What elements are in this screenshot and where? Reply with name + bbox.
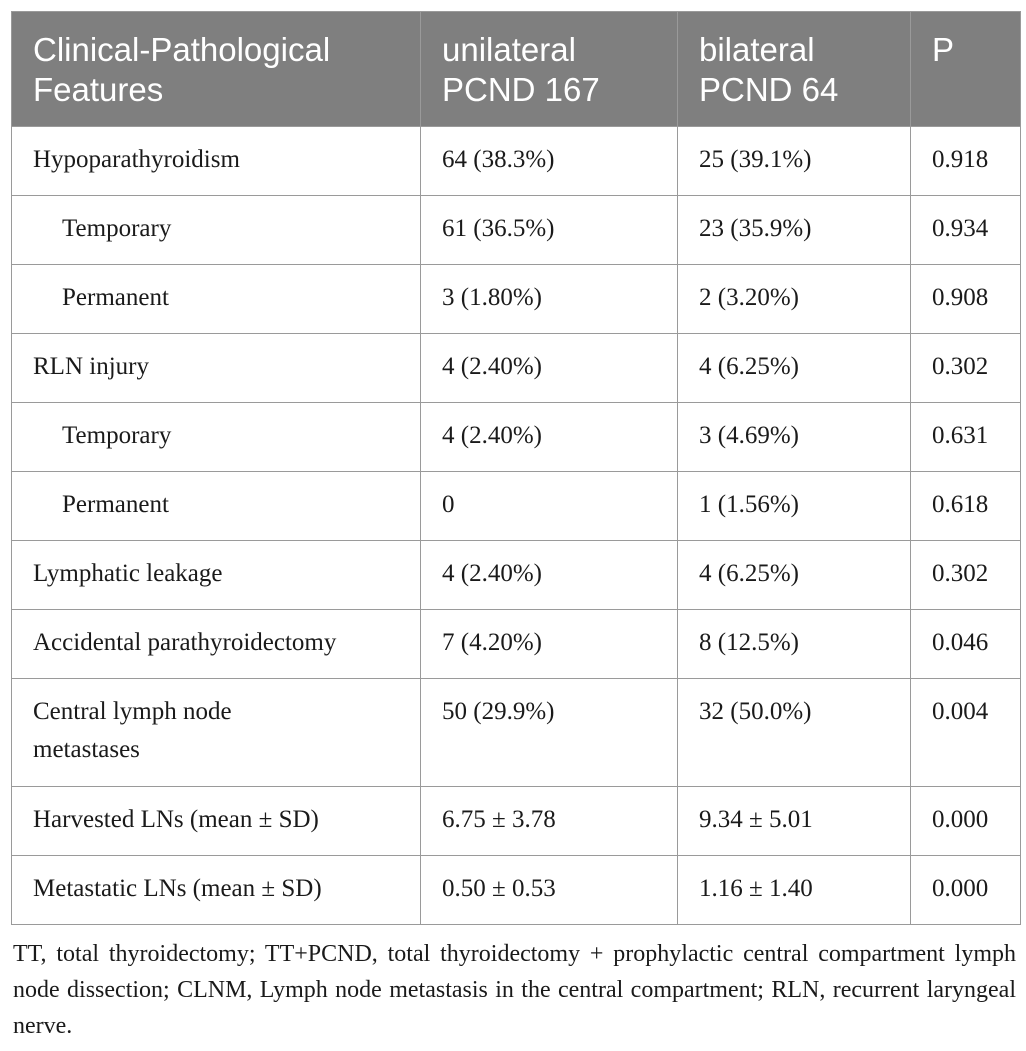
row-bilateral-value: 3 (4.69%) [678, 403, 911, 472]
row-bilateral-value: 2 (3.20%) [678, 265, 911, 334]
row-p-value: 0.618 [911, 472, 1021, 541]
row-p-value: 0.046 [911, 610, 1021, 679]
row-bilateral-value: 9.34 ± 5.01 [678, 787, 911, 856]
row-bilateral-value: 32 (50.0%) [678, 679, 911, 787]
row-p-value: 0.000 [911, 787, 1021, 856]
row-unilateral-value: 0 [421, 472, 678, 541]
row-bilateral-value: 4 (6.25%) [678, 334, 911, 403]
row-p-value: 0.918 [911, 127, 1021, 196]
header-bilateral: bilateral PCND 64 [678, 12, 911, 127]
row-feature: Central lymph node metastases [12, 679, 421, 787]
header-unilateral: unilateral PCND 167 [421, 12, 678, 127]
row-unilateral-value: 64 (38.3%) [421, 127, 678, 196]
table-row [12, 196, 1021, 265]
row-unilateral-value: 6.75 ± 3.78 [421, 787, 678, 856]
header-p-value: P [911, 12, 1021, 127]
row-p-value: 0.004 [911, 679, 1021, 787]
header-features: Clinical-Pathological Features [12, 12, 421, 127]
row-feature: RLN injury [12, 334, 421, 403]
table-row [12, 334, 1021, 403]
results-table-container [11, 11, 1020, 925]
row-bilateral-value: 1 (1.56%) [678, 472, 911, 541]
row-unilateral-value: 3 (1.80%) [421, 265, 678, 334]
row-feature: Harvested LNs (mean ± SD) [12, 787, 421, 856]
table-row [12, 610, 1021, 679]
row-feature: Lymphatic leakage [12, 541, 421, 610]
row-unilateral-value: 61 (36.5%) [421, 196, 678, 265]
row-bilateral-value: 25 (39.1%) [678, 127, 911, 196]
table-row [12, 265, 1021, 334]
row-unilateral-value: 0.50 ± 0.53 [421, 856, 678, 925]
table-row [12, 127, 1021, 196]
row-feature: Permanent [12, 472, 421, 541]
table-row [12, 679, 1021, 787]
row-bilateral-value: 23 (35.9%) [678, 196, 911, 265]
row-bilateral-value: 1.16 ± 1.40 [678, 856, 911, 925]
row-unilateral-value: 50 (29.9%) [421, 679, 678, 787]
table-row [12, 856, 1021, 925]
row-p-value: 0.302 [911, 541, 1021, 610]
table-footnote: TT, total thyroidectomy; TT+PCND, total thyroidectomy + prophylactic central compartment lymph node dissection; CLNM, Lymph node metastasis in the central compartment; RLN, recurrent laryngeal nerve. [13, 941, 1016, 1039]
row-feature: Temporary [12, 196, 421, 265]
row-feature: Accidental parathyroidectomy [12, 610, 421, 679]
row-feature: Permanent [12, 265, 421, 334]
row-bilateral-value: 8 (12.5%) [678, 610, 911, 679]
table-header-row [12, 12, 1021, 127]
results-table [11, 11, 1021, 925]
row-feature: Metastatic LNs (mean ± SD) [12, 856, 421, 925]
row-unilateral-value: 4 (2.40%) [421, 334, 678, 403]
row-p-value: 0.302 [911, 334, 1021, 403]
row-feature: Hypoparathyroidism [12, 127, 421, 196]
row-bilateral-value: 4 (6.25%) [678, 541, 911, 610]
row-p-value: 0.934 [911, 196, 1021, 265]
table-row [12, 541, 1021, 610]
table-row [12, 787, 1021, 856]
table-row [12, 403, 1021, 472]
row-unilateral-value: 4 (2.40%) [421, 541, 678, 610]
row-unilateral-value: 4 (2.40%) [421, 403, 678, 472]
row-p-value: 0.000 [911, 856, 1021, 925]
row-p-value: 0.908 [911, 265, 1021, 334]
row-p-value: 0.631 [911, 403, 1021, 472]
row-feature: Temporary [12, 403, 421, 472]
row-unilateral-value: 7 (4.20%) [421, 610, 678, 679]
table-row [12, 472, 1021, 541]
